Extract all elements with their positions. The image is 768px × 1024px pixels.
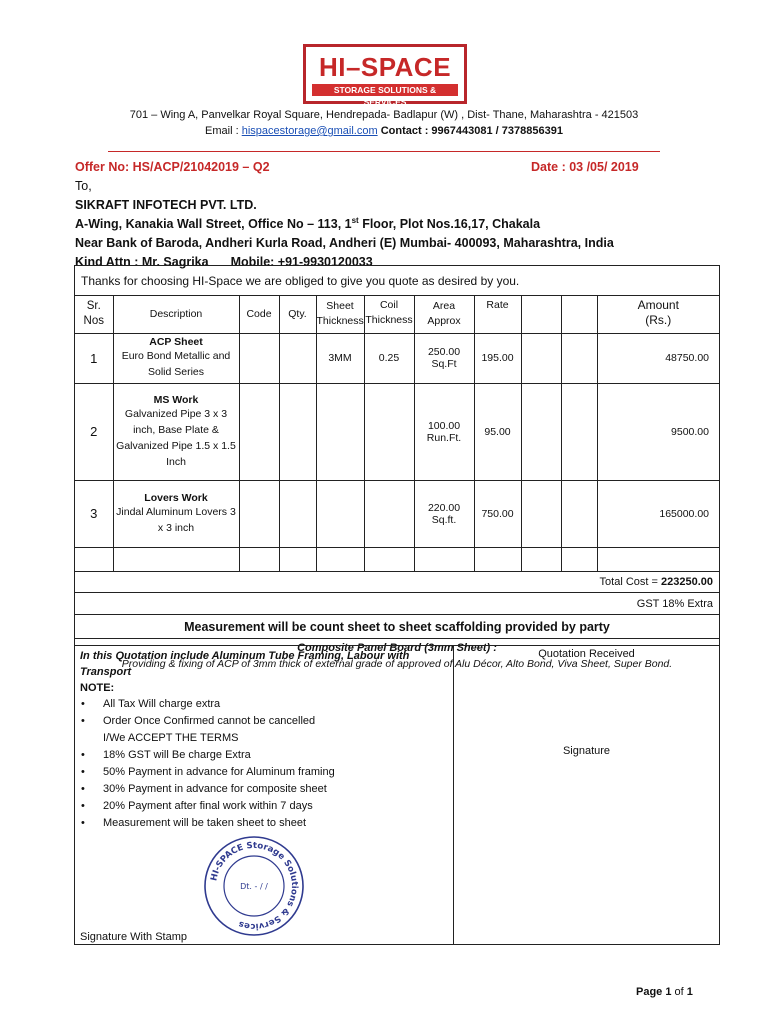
notes-list	[79, 696, 449, 832]
company-logo	[303, 44, 467, 107]
bullet: •	[81, 800, 85, 812]
table-row-blank	[75, 547, 719, 571]
col-qty: Qty.	[279, 296, 316, 333]
list-item	[79, 798, 449, 815]
blank-cell	[113, 547, 239, 571]
page-number	[636, 986, 693, 998]
blank-cell	[597, 547, 719, 571]
row-sheet	[316, 383, 364, 480]
row-area-value: 250.00	[427, 346, 461, 358]
composite-title: Composite Panel Board (3mm Sheet) :	[297, 642, 497, 654]
terms-top-divider	[75, 645, 719, 646]
recipient-address-line-1	[75, 215, 614, 234]
row-area-unit: Sq.Ft	[431, 358, 457, 370]
blank-cell	[561, 547, 597, 571]
row-sr: 2	[75, 383, 113, 480]
col-sr	[75, 296, 113, 333]
bullet: •	[81, 766, 85, 778]
col-amount-line-1: Amount	[637, 298, 679, 312]
row-description	[113, 383, 239, 480]
page-of: of	[674, 986, 684, 998]
blank-cell	[474, 547, 521, 571]
row-sr: 3	[75, 480, 113, 547]
thanks-message: Thanks for choosing HI-Space we are obliged to give you quote as desired by you.	[75, 266, 719, 296]
row-rate: 195.00	[474, 333, 521, 383]
email-link[interactable]: hispacestorage@gmail.com	[241, 125, 378, 137]
company-address: 701 – Wing A, Panvelkar Royal Square, Hendrepada- Badlapur (W) , Dist- Thane, Maharashtra - 421503	[129, 109, 639, 121]
list-item	[79, 747, 449, 764]
page-current: 1	[665, 986, 672, 998]
bullet: •	[81, 698, 85, 710]
to-label: To,	[75, 179, 92, 193]
row-description	[113, 480, 239, 547]
note-text: All Tax Will charge extra	[103, 698, 221, 710]
note-text: 50% Payment in advance for Aluminum framing	[103, 766, 335, 778]
note-text: 20% Payment after final work within 7 days	[103, 800, 313, 812]
col-coil-thickness	[364, 296, 414, 333]
col-amount-line-2: (Rs.)	[645, 313, 672, 327]
col-coil-line-1: Coil	[379, 299, 399, 311]
row-coil	[364, 383, 414, 480]
stamp-ring-textpath: HI-SPACE Storage Solutions & Services	[209, 840, 300, 932]
offer-number: Offer No: HS/ACP/21042019 – Q2	[75, 160, 270, 174]
list-item	[79, 815, 449, 832]
total-label: Total Cost =	[599, 576, 658, 588]
row-amount: 165000.00	[597, 480, 719, 547]
address-1-pre: A-Wing, Kanakia Wall Street, Office No – 113, 1	[75, 217, 352, 231]
note-label: NOTE:	[80, 682, 115, 694]
list-item	[79, 713, 449, 730]
inclusion-note: In this Quotation include Aluminum Tube Framing, Labour with Transport	[80, 650, 410, 678]
list-item	[79, 781, 449, 798]
col-sheet-thickness	[316, 296, 364, 333]
row-code	[239, 480, 279, 547]
row-desc: Galvanized Pipe 3 x 3 inch, Base Plate & Galvanized Pipe 1.5 x 1.5 Inch	[116, 407, 236, 468]
row-coil: 0.25	[364, 333, 414, 383]
col-sheet-line-2: Thickness	[316, 315, 364, 328]
stamp-center-text: Dt. - / /	[240, 882, 268, 891]
page-total: 1	[686, 986, 693, 998]
row-blank-1	[521, 480, 561, 547]
logo-brand: HI–SPACE	[318, 52, 452, 82]
row-sheet: 3MM	[316, 333, 364, 383]
recipient-company: SIKRAFT INFOTECH PVT. LTD.	[75, 198, 257, 212]
accept-terms: I/We ACCEPT THE TERMS	[103, 732, 239, 744]
offer-date: Date : 03 /05/ 2019	[531, 160, 639, 174]
quotation-received-label: Quotation Received	[538, 648, 635, 660]
signature-label: Signature	[562, 745, 611, 757]
row-qty	[279, 383, 316, 480]
header-divider	[108, 151, 660, 152]
quotation-frame	[74, 265, 720, 945]
row-desc: Euro Bond Metallic and Solid Series	[121, 350, 231, 378]
col-blank-2	[561, 296, 597, 333]
table-header-row	[75, 296, 719, 333]
blank-cell	[75, 547, 113, 571]
row-area	[414, 383, 474, 480]
row-sheet	[316, 480, 364, 547]
row-qty	[279, 480, 316, 547]
recipient-block	[75, 177, 614, 272]
composite-description: Providing & fixing of ACP of 3mm thick of external grade of approved of Alu Décor, Alto Bond, Viva Sheet, Super Bond.	[121, 658, 673, 670]
bullet: •	[81, 817, 85, 829]
table-row	[75, 480, 719, 547]
row-blank-1	[521, 333, 561, 383]
col-sr-line-1: Sr.	[86, 300, 101, 313]
gst-row: GST 18% Extra	[75, 593, 719, 615]
row-code	[239, 333, 279, 383]
measurement-note: Measurement will be count sheet to sheet scaffolding provided by party	[75, 615, 719, 639]
row-title: ACP Sheet	[149, 336, 203, 348]
contact-label: Contact :	[380, 125, 429, 137]
row-amount: 48750.00	[597, 333, 719, 383]
row-rate: 750.00	[474, 480, 521, 547]
row-area-unit: Sq.ft.	[431, 513, 457, 526]
blank-cell	[279, 547, 316, 571]
email-label: Email :	[205, 125, 239, 137]
col-area	[414, 296, 474, 333]
row-qty	[279, 333, 316, 383]
note-text: Measurement will be taken sheet to sheet	[103, 817, 307, 829]
logo-tagline: STORAGE SOLUTIONS & SERVICES	[312, 84, 458, 96]
list-item-accept	[79, 730, 449, 747]
list-item	[79, 696, 449, 713]
note-text: 30% Payment in advance for composite sheet	[103, 783, 327, 795]
row-blank-1	[521, 383, 561, 480]
col-coil-line-2: Thickness	[365, 314, 413, 326]
blank-cell	[239, 547, 279, 571]
attn-mobile: Mobile: +91-9930120033	[230, 255, 373, 269]
quotation-table	[75, 296, 719, 572]
col-sr-line-2: Nos	[83, 315, 104, 328]
row-area	[414, 333, 474, 383]
row-desc: Jindal Aluminum Lovers 3 x 3 inch	[116, 505, 236, 534]
note-text: 18% GST will Be charge Extra	[103, 749, 251, 761]
address-1-post: Floor, Plot Nos.16,17, Chakala	[358, 217, 541, 231]
row-rate: 95.00	[474, 383, 521, 480]
company-contact-line	[0, 125, 768, 137]
bullet: •	[81, 715, 85, 727]
row-code	[239, 383, 279, 480]
page-label: Page	[636, 986, 663, 998]
row-area-unit: Run.Ft.	[426, 431, 462, 444]
col-blank-1	[521, 296, 561, 333]
row-description	[113, 333, 239, 383]
table-row	[75, 383, 719, 480]
row-amount: 9500.00	[597, 383, 719, 480]
row-area-value: 220.00	[427, 501, 461, 514]
row-title: MS Work	[153, 393, 199, 406]
table-row	[75, 333, 719, 383]
row-blank-2	[561, 480, 597, 547]
bullet: •	[81, 783, 85, 795]
blank-cell	[414, 547, 474, 571]
terms-vertical-divider	[453, 645, 454, 944]
row-area	[414, 480, 474, 547]
total-cost-row	[75, 571, 719, 593]
attn-name: Kind Attn : Mr. Sagrika	[75, 255, 209, 269]
company-stamp-icon	[202, 834, 306, 938]
col-sheet-line-1: Sheet	[326, 300, 354, 313]
row-blank-2	[561, 383, 597, 480]
row-coil	[364, 480, 414, 547]
row-blank-2	[561, 333, 597, 383]
row-sr: 1	[75, 333, 113, 383]
blank-cell	[364, 547, 414, 571]
col-code: Code	[239, 296, 279, 333]
col-amount	[597, 296, 719, 333]
signature-with-stamp-label: Signature With Stamp	[80, 931, 187, 943]
note-text: Order Once Confirmed cannot be cancelled	[103, 715, 316, 727]
col-rate: Rate	[474, 296, 521, 333]
blank-cell	[521, 547, 561, 571]
contact-numbers: 9967443081 / 7378856391	[431, 125, 563, 137]
list-item	[79, 764, 449, 781]
col-area-line-1: Area	[432, 300, 456, 313]
bullet: •	[81, 749, 85, 761]
col-description: Description	[113, 296, 239, 333]
blank-cell	[316, 547, 364, 571]
address-1-sup: st	[351, 215, 359, 225]
row-area-value: 100.00	[427, 419, 461, 432]
row-title: Lovers Work	[144, 491, 208, 504]
total-value: 223250.00	[661, 576, 713, 588]
recipient-address-line-2: Near Bank of Baroda, Andheri Kurla Road, Andheri (E) Mumbai- 400093, Maharashtra, India	[75, 236, 614, 250]
col-area-line-2: Approx	[427, 315, 461, 328]
